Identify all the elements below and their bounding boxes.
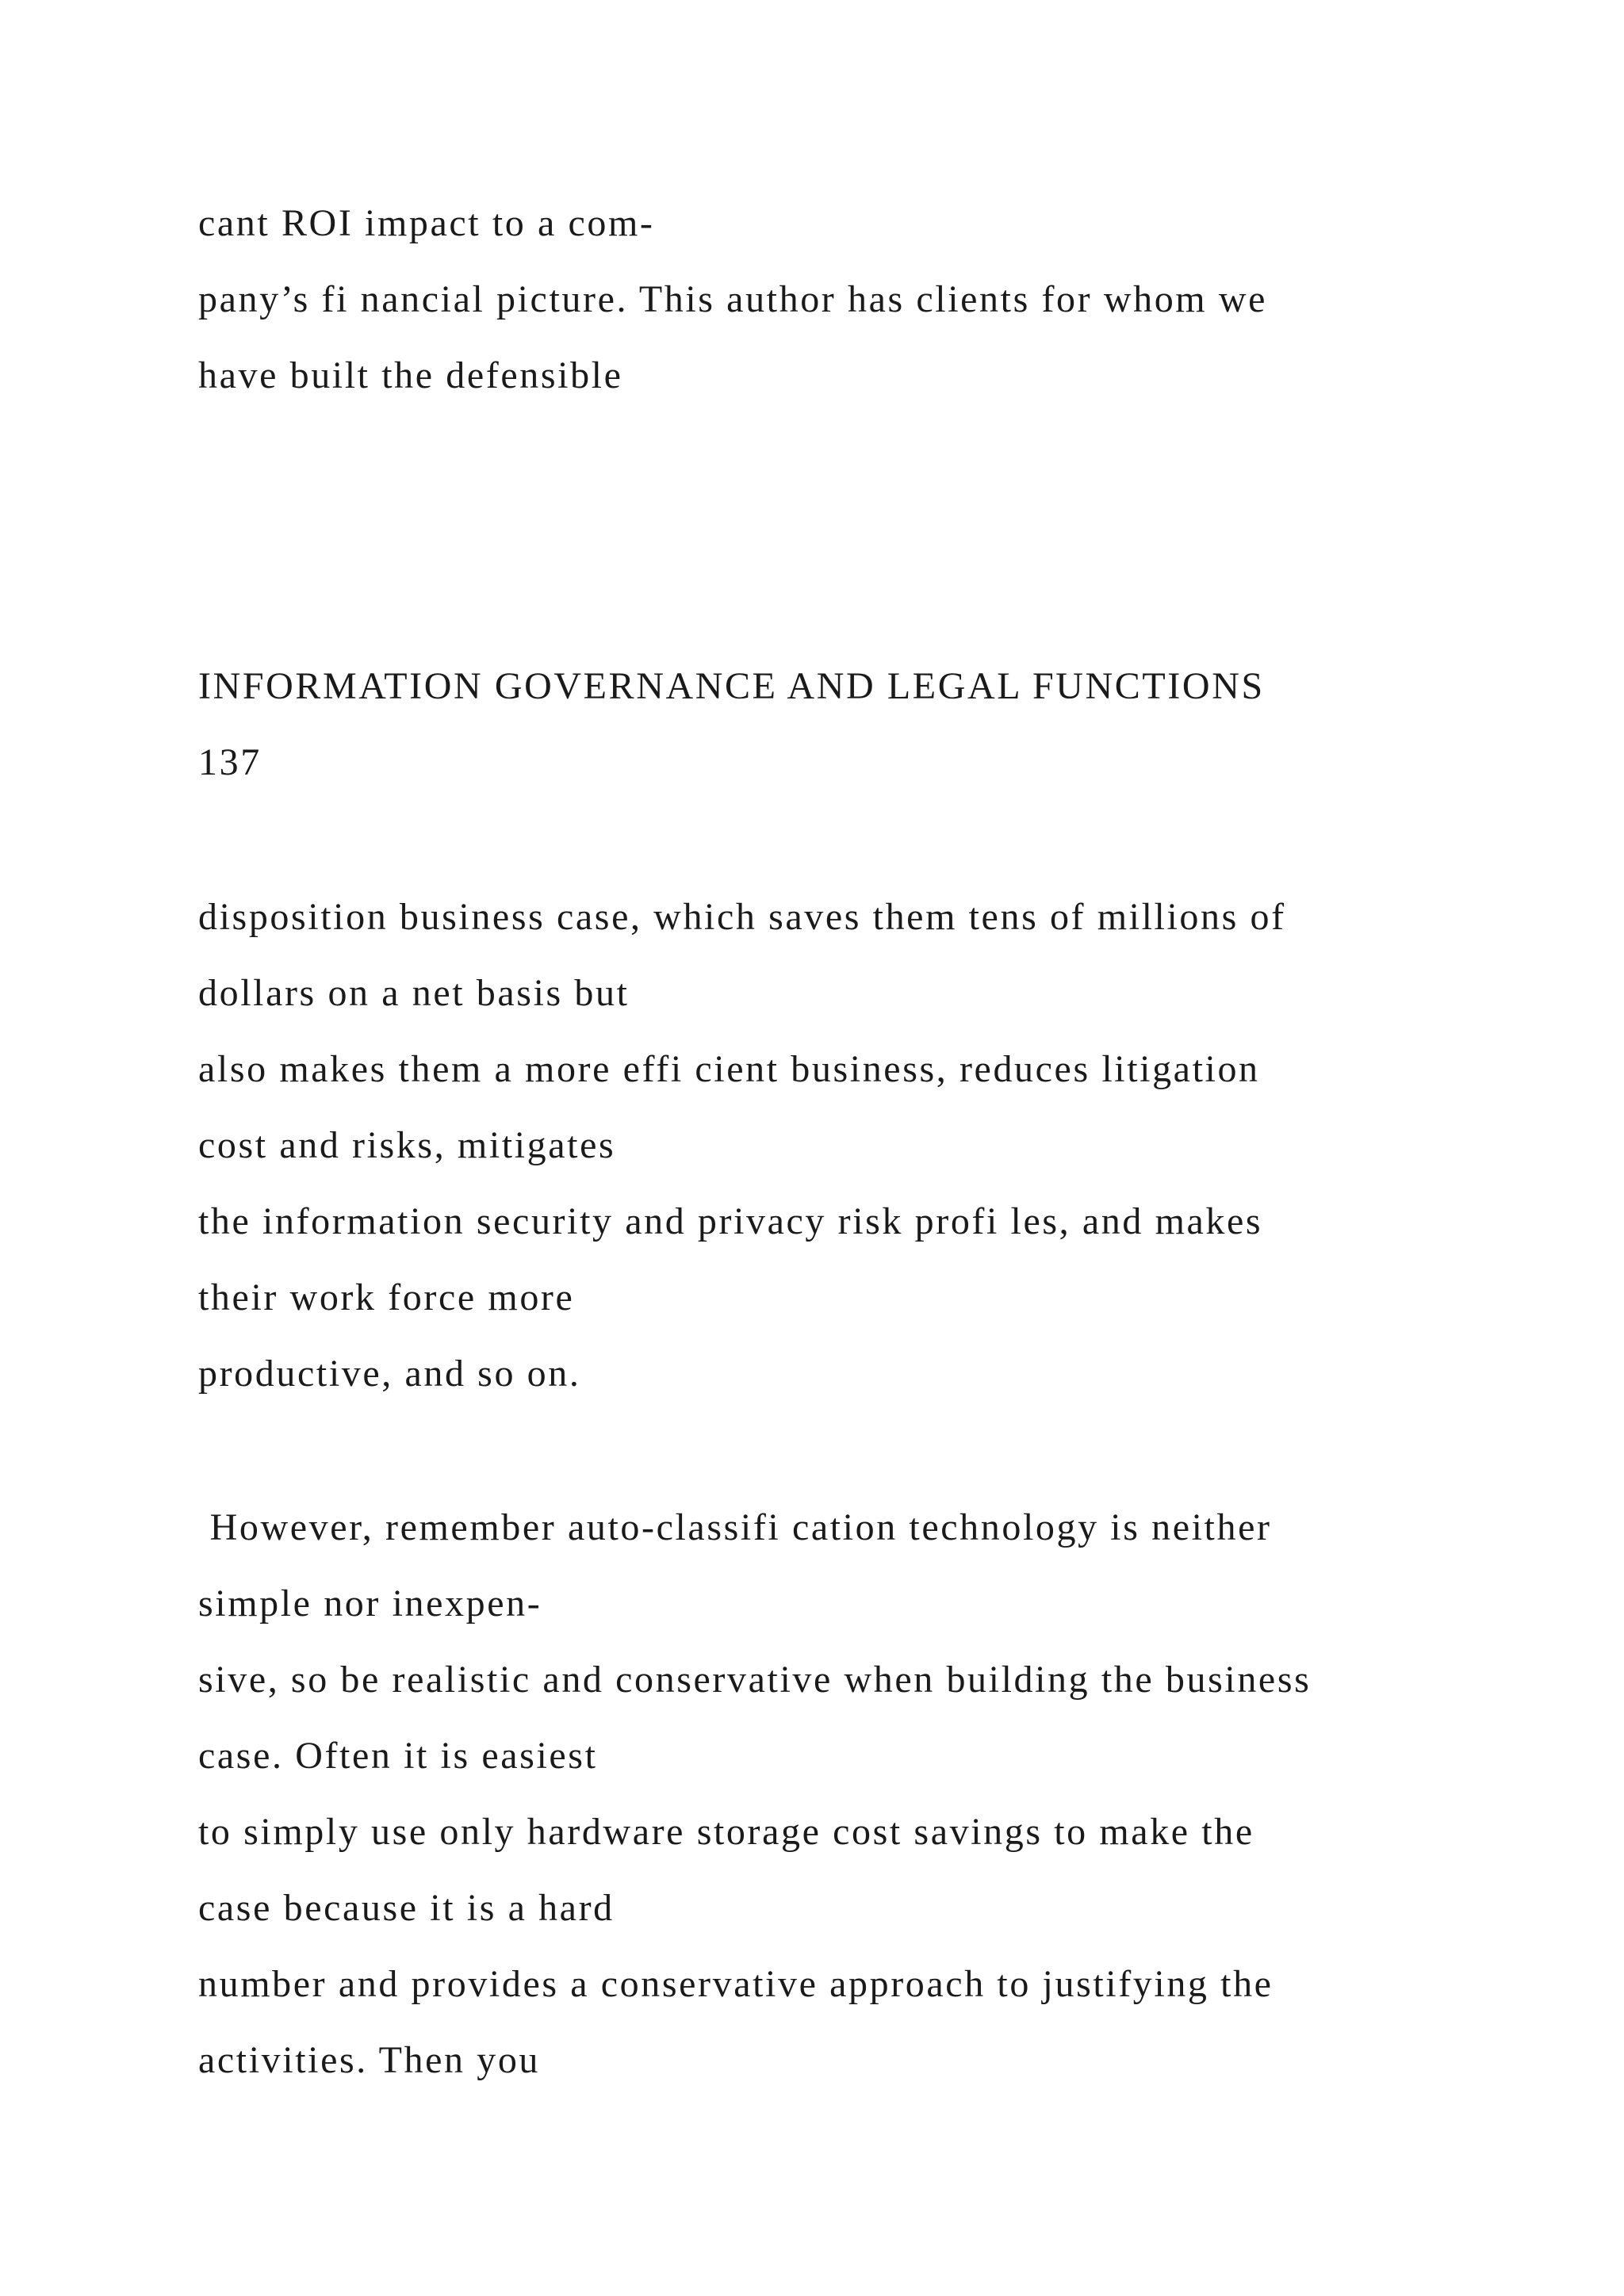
- text-line: cost and risks, mitigates: [198, 1124, 616, 1166]
- text-line: case. Often it is easiest: [198, 1735, 598, 1777]
- text-line: case because it is a hard: [198, 1887, 615, 1929]
- page-number: 137: [198, 741, 262, 783]
- text-line: pany’s fi nancial picture. This author has clients for whom we: [198, 278, 1268, 320]
- text-line: simple nor inexpen-: [198, 1582, 542, 1624]
- text-line: disposition business case, which saves them tens of millions of: [198, 896, 1286, 938]
- text-line: the information security and privacy risk profi les, and makes: [198, 1200, 1263, 1242]
- text-line: productive, and so on.: [198, 1353, 581, 1395]
- section-header: INFORMATION GOVERNANCE AND LEGAL FUNCTIONS: [198, 665, 1265, 707]
- text-line: activities. Then you: [198, 2039, 541, 2081]
- text-line: their work force more: [198, 1276, 575, 1318]
- text-line: have built the defensible: [198, 354, 623, 396]
- text-line: dollars on a net basis but: [198, 972, 630, 1014]
- text-line: However, remember auto-classifi cation technology is neither: [198, 1506, 1272, 1548]
- text-line: to simply use only hardware storage cost savings to make the: [198, 1811, 1254, 1853]
- text-line: sive, so be realistic and conservative when building the business: [198, 1659, 1312, 1701]
- text-line: also makes them a more effi cient business, reduces litigation: [198, 1048, 1260, 1090]
- text-line: number and provides a conservative approach to justifying the: [198, 1963, 1274, 2005]
- text-line: cant ROI impact to a com-: [198, 202, 655, 244]
